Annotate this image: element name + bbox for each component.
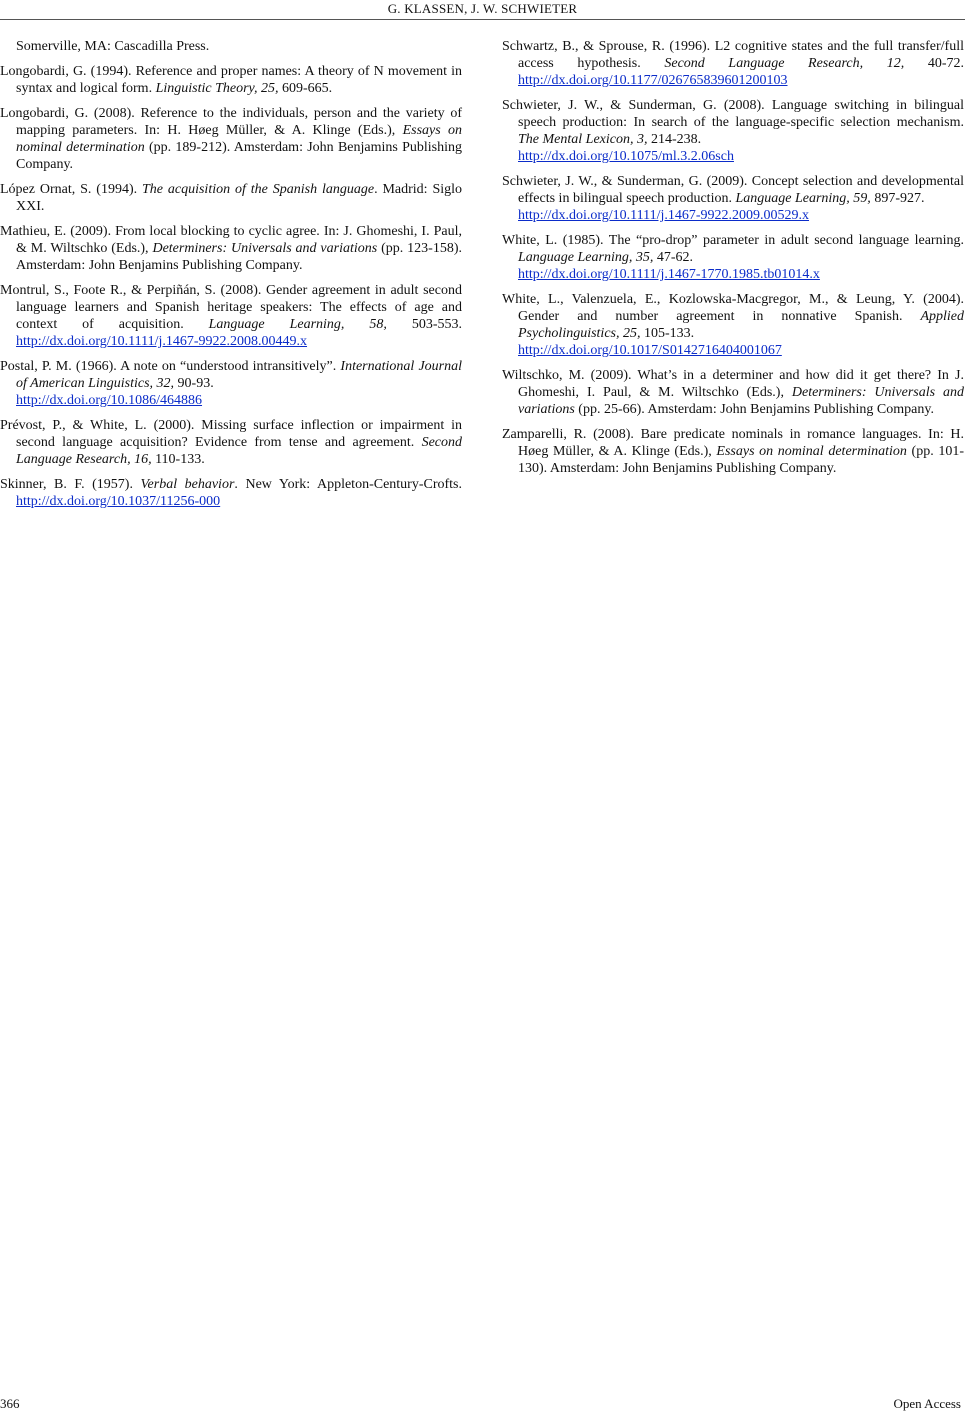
reference-text: White, L. (1985). The “pro-drop” parameter in adult second language learning. xyxy=(502,233,964,248)
reference-source-title: Language Learning, 59, xyxy=(735,191,871,206)
page-number: 366 xyxy=(0,1396,20,1411)
reference-source-title: Language Learning, 35, xyxy=(518,250,654,265)
reference-source-title: Applied Psycholinguistics, 25, xyxy=(518,309,964,341)
reference-text: Longobardi, G. (1994). Reference and proper names: A theory of N movement in syntax and logical form. xyxy=(0,64,462,96)
reference-pages: 503-553. xyxy=(386,317,462,332)
reference-text: Longobardi, G. (2008). Reference to the individuals, person and the variety of mapping parameters. In: H. Høeg Müller, & A. Klinge (Eds.), xyxy=(0,106,462,138)
reference-pages: (pp. 101-130). Amsterdam: John Benjamins Publishing Company. xyxy=(518,444,965,476)
doi-link[interactable]: http://dx.doi.org/10.1111/j.1467-9922.2008.00449.x xyxy=(16,334,308,349)
reference-entry xyxy=(502,173,964,224)
reference-pages: 214-238. xyxy=(647,132,702,147)
reference-text: Postal, P. M. (1966). A note on “understood intransitively”. xyxy=(0,359,341,374)
open-access-label: Open Access xyxy=(893,1396,961,1411)
running-head: G. KLASSEN, J. W. SCHWIETER xyxy=(387,1,578,16)
reference-pages: 90-93. xyxy=(174,376,214,391)
reference-pages: (pp. 189-212). Amsterdam: John Benjamins Publishing Company. xyxy=(16,140,463,172)
reference-source-title: Determiners: Universals and variations xyxy=(152,241,378,256)
reference-pages: 609-665. xyxy=(278,81,333,96)
doi-link[interactable]: http://dx.doi.org/10.1177/026765839601200103 xyxy=(518,73,788,88)
reference-text: Somerville, MA: Cascadilla Press. xyxy=(16,39,210,54)
doi-link[interactable]: http://dx.doi.org/10.1111/j.1467-1770.1985.tb01014.x xyxy=(518,267,820,282)
reference-entry xyxy=(502,232,964,283)
reference-entry xyxy=(0,63,462,97)
reference-source-title: Linguistic Theory, 25, xyxy=(155,81,279,96)
reference-source-title: Language Learning, 58, xyxy=(208,317,387,332)
reference-pages: 110-133. xyxy=(151,452,205,467)
reference-text: Mathieu, E. (2009). From local blocking to cyclic agree. In: J. Ghomeshi, I. Paul, & M. Wiltschko (Eds.), xyxy=(0,224,462,256)
reference-entry xyxy=(0,181,462,215)
reference-text: Montrul, S., Foote R., & Perpiñán, S. (2008). Gender agreement in adult second language learners and Spanish heritage speakers: The effects of age and context of acquisition. xyxy=(0,283,462,332)
reference-source-title: Second Language Research, 16, xyxy=(16,435,462,467)
header-rule xyxy=(0,19,965,20)
reference-pages: 47-62. xyxy=(653,250,694,265)
reference-source-title: Essays on nominal determination xyxy=(16,123,462,155)
reference-entry xyxy=(0,417,462,468)
doi-link[interactable]: http://dx.doi.org/10.1086/464886 xyxy=(16,393,203,408)
reference-entry xyxy=(502,38,964,89)
reference-entry xyxy=(0,358,462,409)
reference-source-title: International Journal of American Linguistics, 32, xyxy=(16,359,463,391)
reference-entry xyxy=(0,38,462,55)
reference-pages: (pp. 25-66). Amsterdam: John Benjamins Publishing Company. xyxy=(574,402,934,417)
reference-pages: 897-927. xyxy=(870,191,925,206)
doi-link[interactable]: http://dx.doi.org/10.1017/S0142716404001067 xyxy=(518,343,782,358)
reference-pages: 40-72. xyxy=(904,56,964,71)
doi-link[interactable]: http://dx.doi.org/10.1111/j.1467-9922.2009.00529.x xyxy=(518,208,810,223)
doi-link[interactable]: http://dx.doi.org/10.1075/ml.3.2.06sch xyxy=(518,149,734,164)
reference-pages: 105-133. xyxy=(640,326,695,341)
reference-entry xyxy=(502,426,964,477)
reference-text: Schwieter, J. W., & Sunderman, G. (2008). Language switching in bilingual speech production: In search of the language-specific selection mechanism. xyxy=(502,98,964,130)
reference-text: Schwartz, B., & Sprouse, R. (1996). L2 cognitive states and the full transfer/full access hypothesis. xyxy=(502,39,964,71)
reference-text: Schwieter, J. W., & Sunderman, G. (2009). Concept selection and developmental effects in bilingual speech production. xyxy=(502,174,964,206)
reference-entry xyxy=(0,223,462,274)
reference-text: Prévost, P., & White, L. (2000). Missing surface inflection or impairment in second language acquisition? Evidence from tense and agreement. xyxy=(0,418,462,450)
reference-source-title: Determiners: Universals and variations xyxy=(518,385,965,417)
reference-source-title: Second Language Research, 12, xyxy=(664,56,905,71)
reference-source-title: The acquisition of the Spanish language xyxy=(142,182,375,197)
reference-entry xyxy=(502,97,964,165)
left-column xyxy=(0,38,462,518)
reference-text: Wiltschko, M. (2009). What’s in a determiner and how did it get there? In J. Ghomeshi, I. Paul, & M. Wiltschko (Eds.), xyxy=(502,368,964,400)
reference-entry xyxy=(0,282,462,350)
reference-text: White, L., Valenzuela, E., Kozlowska-Macgregor, M., & Leung, Y. (2004). Gender and number agreement in nonnative Spanish. xyxy=(502,292,964,324)
reference-pages: (pp. 123-158). Amsterdam: John Benjamins Publishing Company. xyxy=(16,241,462,273)
reference-text: Zamparelli, R. (2008). Bare predicate nominals in romance languages. In: H. Høeg Müller, & A. Klinge (Eds.), xyxy=(502,427,964,459)
reference-source-title: Essays on nominal determination xyxy=(716,444,907,459)
reference-entry xyxy=(502,291,964,359)
reference-text: López Ornat, S. (1994). xyxy=(0,182,142,197)
right-column xyxy=(502,38,964,485)
reference-pages: . Madrid: Siglo XXI. xyxy=(16,182,463,214)
reference-pages: . New York: Appleton-Century-Crofts. xyxy=(234,477,462,492)
reference-source-title: The Mental Lexicon, 3, xyxy=(518,132,648,147)
reference-entry xyxy=(0,105,462,173)
reference-source-title: Verbal behavior xyxy=(140,477,235,492)
reference-entry xyxy=(502,367,964,418)
doi-link[interactable]: http://dx.doi.org/10.1037/11256-000 xyxy=(16,494,221,509)
reference-entry xyxy=(0,476,462,510)
reference-text: Skinner, B. F. (1957). xyxy=(0,477,141,492)
